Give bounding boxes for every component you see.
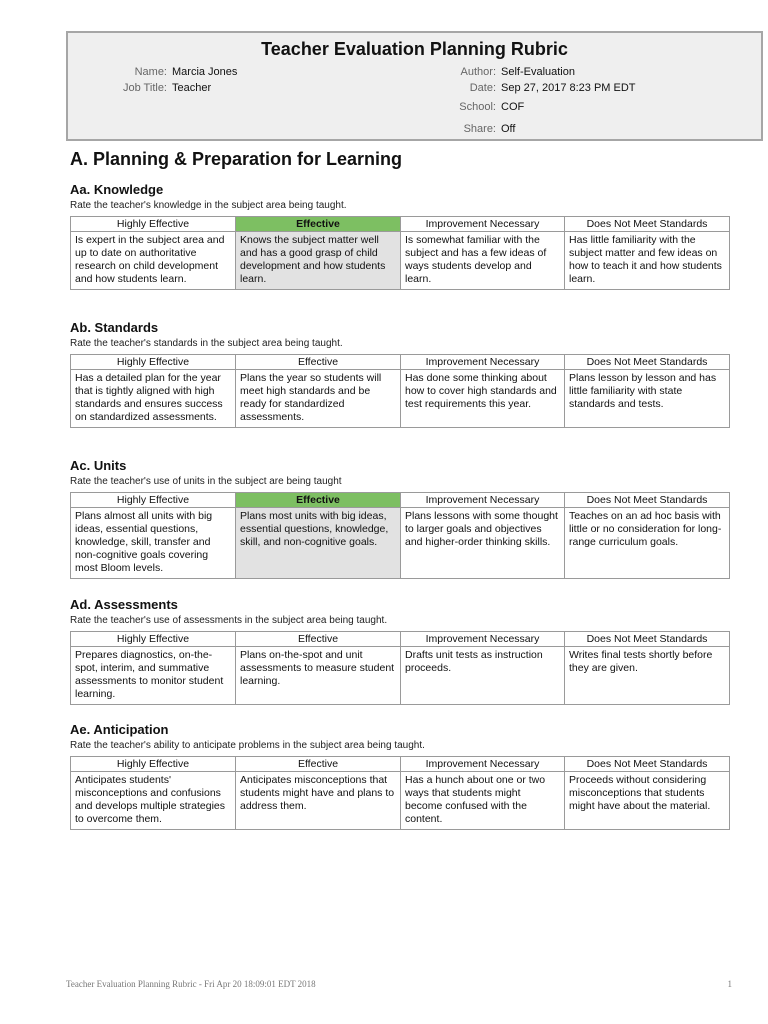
job-title-value: Teacher [172, 82, 212, 94]
rubric-cell[interactable]: Plans most units with big ideas, essential questions, knowledge, skill, and non-cognitive goals. [236, 508, 401, 579]
criterion-block [70, 597, 729, 705]
rubric-cell[interactable]: Plans almost all units with big ideas, essential questions, knowledge, skill, transfer and non-cognitive goals covering most Bloom levels. [71, 508, 236, 579]
job-title-label: Job Title: [122, 82, 167, 94]
rubric-column-header[interactable]: Highly Effective [71, 355, 236, 370]
rubric-header-row [71, 355, 730, 370]
rubric-column-header[interactable]: Effective [236, 355, 401, 370]
meta-school-row [401, 101, 524, 113]
rubric-column-header[interactable]: Does Not Meet Standards [565, 217, 730, 232]
rubric-cell[interactable]: Knows the subject matter well and has a good grasp of child development and how students learn. [236, 232, 401, 290]
rubric-header-row [71, 493, 730, 508]
criterion-block [70, 722, 729, 830]
rubric-cell[interactable]: Anticipates misconceptions that students might have and plans to address them. [236, 772, 401, 830]
rubric-row [71, 647, 730, 705]
rubric-row [71, 232, 730, 290]
criterion-title: Aa. Knowledge [70, 182, 164, 197]
rubric-table [70, 631, 730, 705]
meta-share-row [401, 123, 515, 135]
rubric-cell[interactable]: Prepares diagnostics, on-the-spot, interim, and summative assessments to monitor student learning. [71, 647, 236, 705]
rubric-cell[interactable]: Is somewhat familiar with the subject and has a few ideas of ways students develop and learn. [401, 232, 565, 290]
rubric-column-header[interactable]: Effective [236, 493, 401, 508]
rubric-cell[interactable]: Has a detailed plan for the year that is tightly aligned with high standards and ensures success on standardized assessments. [71, 370, 236, 428]
header-box [66, 31, 763, 141]
criterion-block [70, 458, 729, 579]
rubric-column-header[interactable]: Improvement Necessary [401, 217, 565, 232]
section-title: A. Planning & Preparation for Learning [70, 149, 403, 169]
rubric-cell[interactable]: Proceeds without considering misconceptions that students might have about the material. [565, 772, 730, 830]
share-value: Off [501, 123, 516, 135]
rubric-column-header[interactable]: Does Not Meet Standards [565, 355, 730, 370]
rubric-column-header[interactable]: Highly Effective [71, 632, 236, 647]
rubric-cell[interactable]: Plans lessons with some thought to larger goals and objectives and higher-order thinking skills. [401, 508, 565, 579]
page-number: 1 [727, 979, 732, 989]
rubric-cell[interactable]: Writes final tests shortly before they are given. [565, 647, 730, 705]
criterion-description: Rate the teacher's ability to anticipate problems in the subject area being taught. [70, 740, 425, 751]
school-label: School: [459, 101, 496, 113]
rubric-column-header[interactable]: Improvement Necessary [401, 493, 565, 508]
rubric-cell[interactable]: Has little familiarity with the subject matter and few ideas on how to teach it and how students learn. [565, 232, 730, 290]
rubric-cell[interactable]: Plans the year so students will meet high standards and be ready for standardized assessments. [236, 370, 401, 428]
rubric-column-header[interactable]: Highly Effective [71, 493, 236, 508]
rubric-row [71, 772, 730, 830]
rubric-cell[interactable]: Drafts unit tests as instruction proceeds. [401, 647, 565, 705]
rubric-table [70, 216, 730, 290]
rubric-column-header[interactable]: Highly Effective [71, 217, 236, 232]
name-label: Name: [134, 66, 167, 78]
rubric-column-header[interactable]: Improvement Necessary [401, 757, 565, 772]
rubric-column-header[interactable]: Effective [236, 757, 401, 772]
rubric-cell[interactable]: Is expert in the subject area and up to date on authoritative research on child development and how students learn. [71, 232, 236, 290]
criterion-description: Rate the teacher's knowledge in the subject area being taught. [70, 200, 347, 211]
rubric-column-header[interactable]: Highly Effective [71, 757, 236, 772]
criterion-title: Ab. Standards [70, 320, 159, 335]
rubric-header-row [71, 757, 730, 772]
rubric-table [70, 492, 730, 579]
rubric-table [70, 756, 730, 830]
meta-job-row [68, 82, 211, 94]
criterion-block [70, 182, 729, 290]
rubric-column-header[interactable]: Effective [236, 217, 401, 232]
criterion-description: Rate the teacher's use of units in the subject are being taught [70, 476, 342, 487]
rubric-cell[interactable]: Has a hunch about one or two ways that students might become confused with the content. [401, 772, 565, 830]
author-value: Self-Evaluation [501, 66, 575, 78]
meta-name-row [68, 66, 237, 78]
rubric-column-header[interactable]: Improvement Necessary [401, 632, 565, 647]
rubric-column-header[interactable]: Improvement Necessary [401, 355, 565, 370]
rubric-cell[interactable]: Has done some thinking about how to cover high standards and test requirements this year. [401, 370, 565, 428]
date-value: Sep 27, 2017 8:23 PM EDT [501, 82, 636, 94]
criterion-block [70, 320, 729, 428]
rubric-row [71, 370, 730, 428]
rubric-cell[interactable]: Anticipates students' misconceptions and confusions and develops multiple strategies to overcome them. [71, 772, 236, 830]
criterion-description: Rate the teacher's standards in the subject area being taught. [70, 338, 343, 349]
date-label: Date: [469, 82, 496, 94]
document-title: Teacher Evaluation Planning Rubric [261, 39, 568, 59]
rubric-header-row [71, 632, 730, 647]
rubric-column-header[interactable]: Does Not Meet Standards [565, 493, 730, 508]
rubric-table [70, 354, 730, 428]
footer-text: Teacher Evaluation Planning Rubric - Fri Apr 20 18:09:01 EDT 2018 [66, 979, 316, 989]
rubric-cell[interactable]: Teaches on an ad hoc basis with little or no consideration for long-range curriculum goals. [565, 508, 730, 579]
rubric-column-header[interactable]: Effective [236, 632, 401, 647]
meta-date-row [401, 82, 636, 94]
rubric-row [71, 508, 730, 579]
author-label: Author: [460, 66, 496, 78]
rubric-cell[interactable]: Plans on-the-spot and unit assessments to measure student learning. [236, 647, 401, 705]
criterion-title: Ad. Assessments [70, 597, 178, 612]
criterion-title: Ae. Anticipation [70, 722, 169, 737]
name-value: Marcia Jones [172, 66, 238, 78]
rubric-header-row [71, 217, 730, 232]
rubric-column-header[interactable]: Does Not Meet Standards [565, 632, 730, 647]
rubric-column-header[interactable]: Does Not Meet Standards [565, 757, 730, 772]
share-label: Share: [463, 123, 496, 135]
school-value: COF [501, 101, 525, 113]
criterion-description: Rate the teacher's use of assessments in the subject area being taught. [70, 615, 388, 626]
criterion-title: Ac. Units [70, 458, 127, 473]
rubric-cell[interactable]: Plans lesson by lesson and has little familiarity with state standards and tests. [565, 370, 730, 428]
meta-author-row [401, 66, 575, 78]
